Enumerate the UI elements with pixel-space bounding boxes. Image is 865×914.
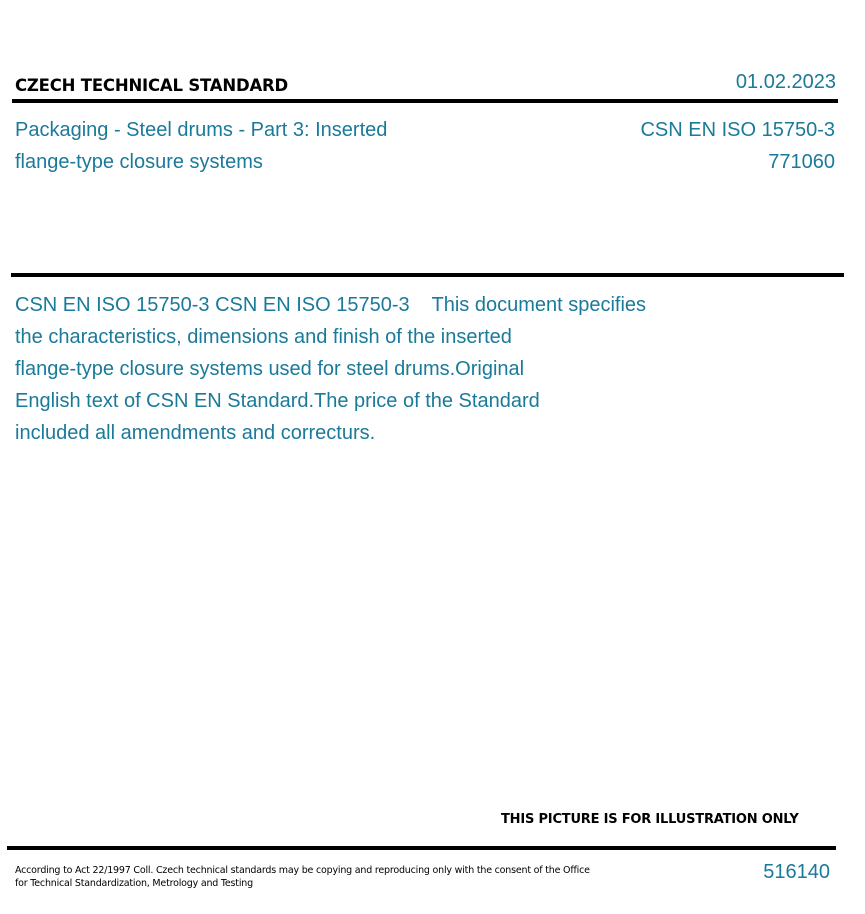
legal-line: for Technical Standardization, Metrology and Testing xyxy=(15,878,253,889)
catalog-number: 516140 xyxy=(763,861,830,883)
class-code: 771060 xyxy=(768,151,835,173)
section-divider xyxy=(11,273,844,277)
description-line: the characteristics, dimensions and finish of the inserted xyxy=(15,326,512,348)
title-line: Packaging - Steel drums - Part 3: Inserted xyxy=(15,119,388,141)
legal-notice xyxy=(15,864,595,890)
header-divider xyxy=(12,99,838,103)
document-header-label: CZECH TECHNICAL STANDARD xyxy=(15,76,289,95)
standard-codes xyxy=(640,114,835,178)
standard-title xyxy=(15,114,475,178)
publication-date: 01.02.2023 xyxy=(735,71,836,93)
description-line: flange-type closure systems used for steel drums.Original xyxy=(15,358,525,380)
title-line: flange-type closure systems xyxy=(15,151,263,173)
footer-divider xyxy=(7,846,836,850)
standard-code: CSN EN ISO 15750-3 xyxy=(640,119,835,141)
legal-line: According to Act 22/1997 Coll. Czech technical standards may be copying and reproducing only with the consent of the Office xyxy=(15,865,590,876)
description-line: CSN EN ISO 15750-3 CSN EN ISO 15750-3 This document specifies xyxy=(15,294,647,316)
standard-description xyxy=(15,289,715,449)
description-line: English text of CSN EN Standard.The price of the Standard xyxy=(15,390,540,412)
illustration-disclaimer: THIS PICTURE IS FOR ILLUSTRATION ONLY xyxy=(501,812,799,827)
description-line: included all amendments and correcturs. xyxy=(15,422,376,444)
